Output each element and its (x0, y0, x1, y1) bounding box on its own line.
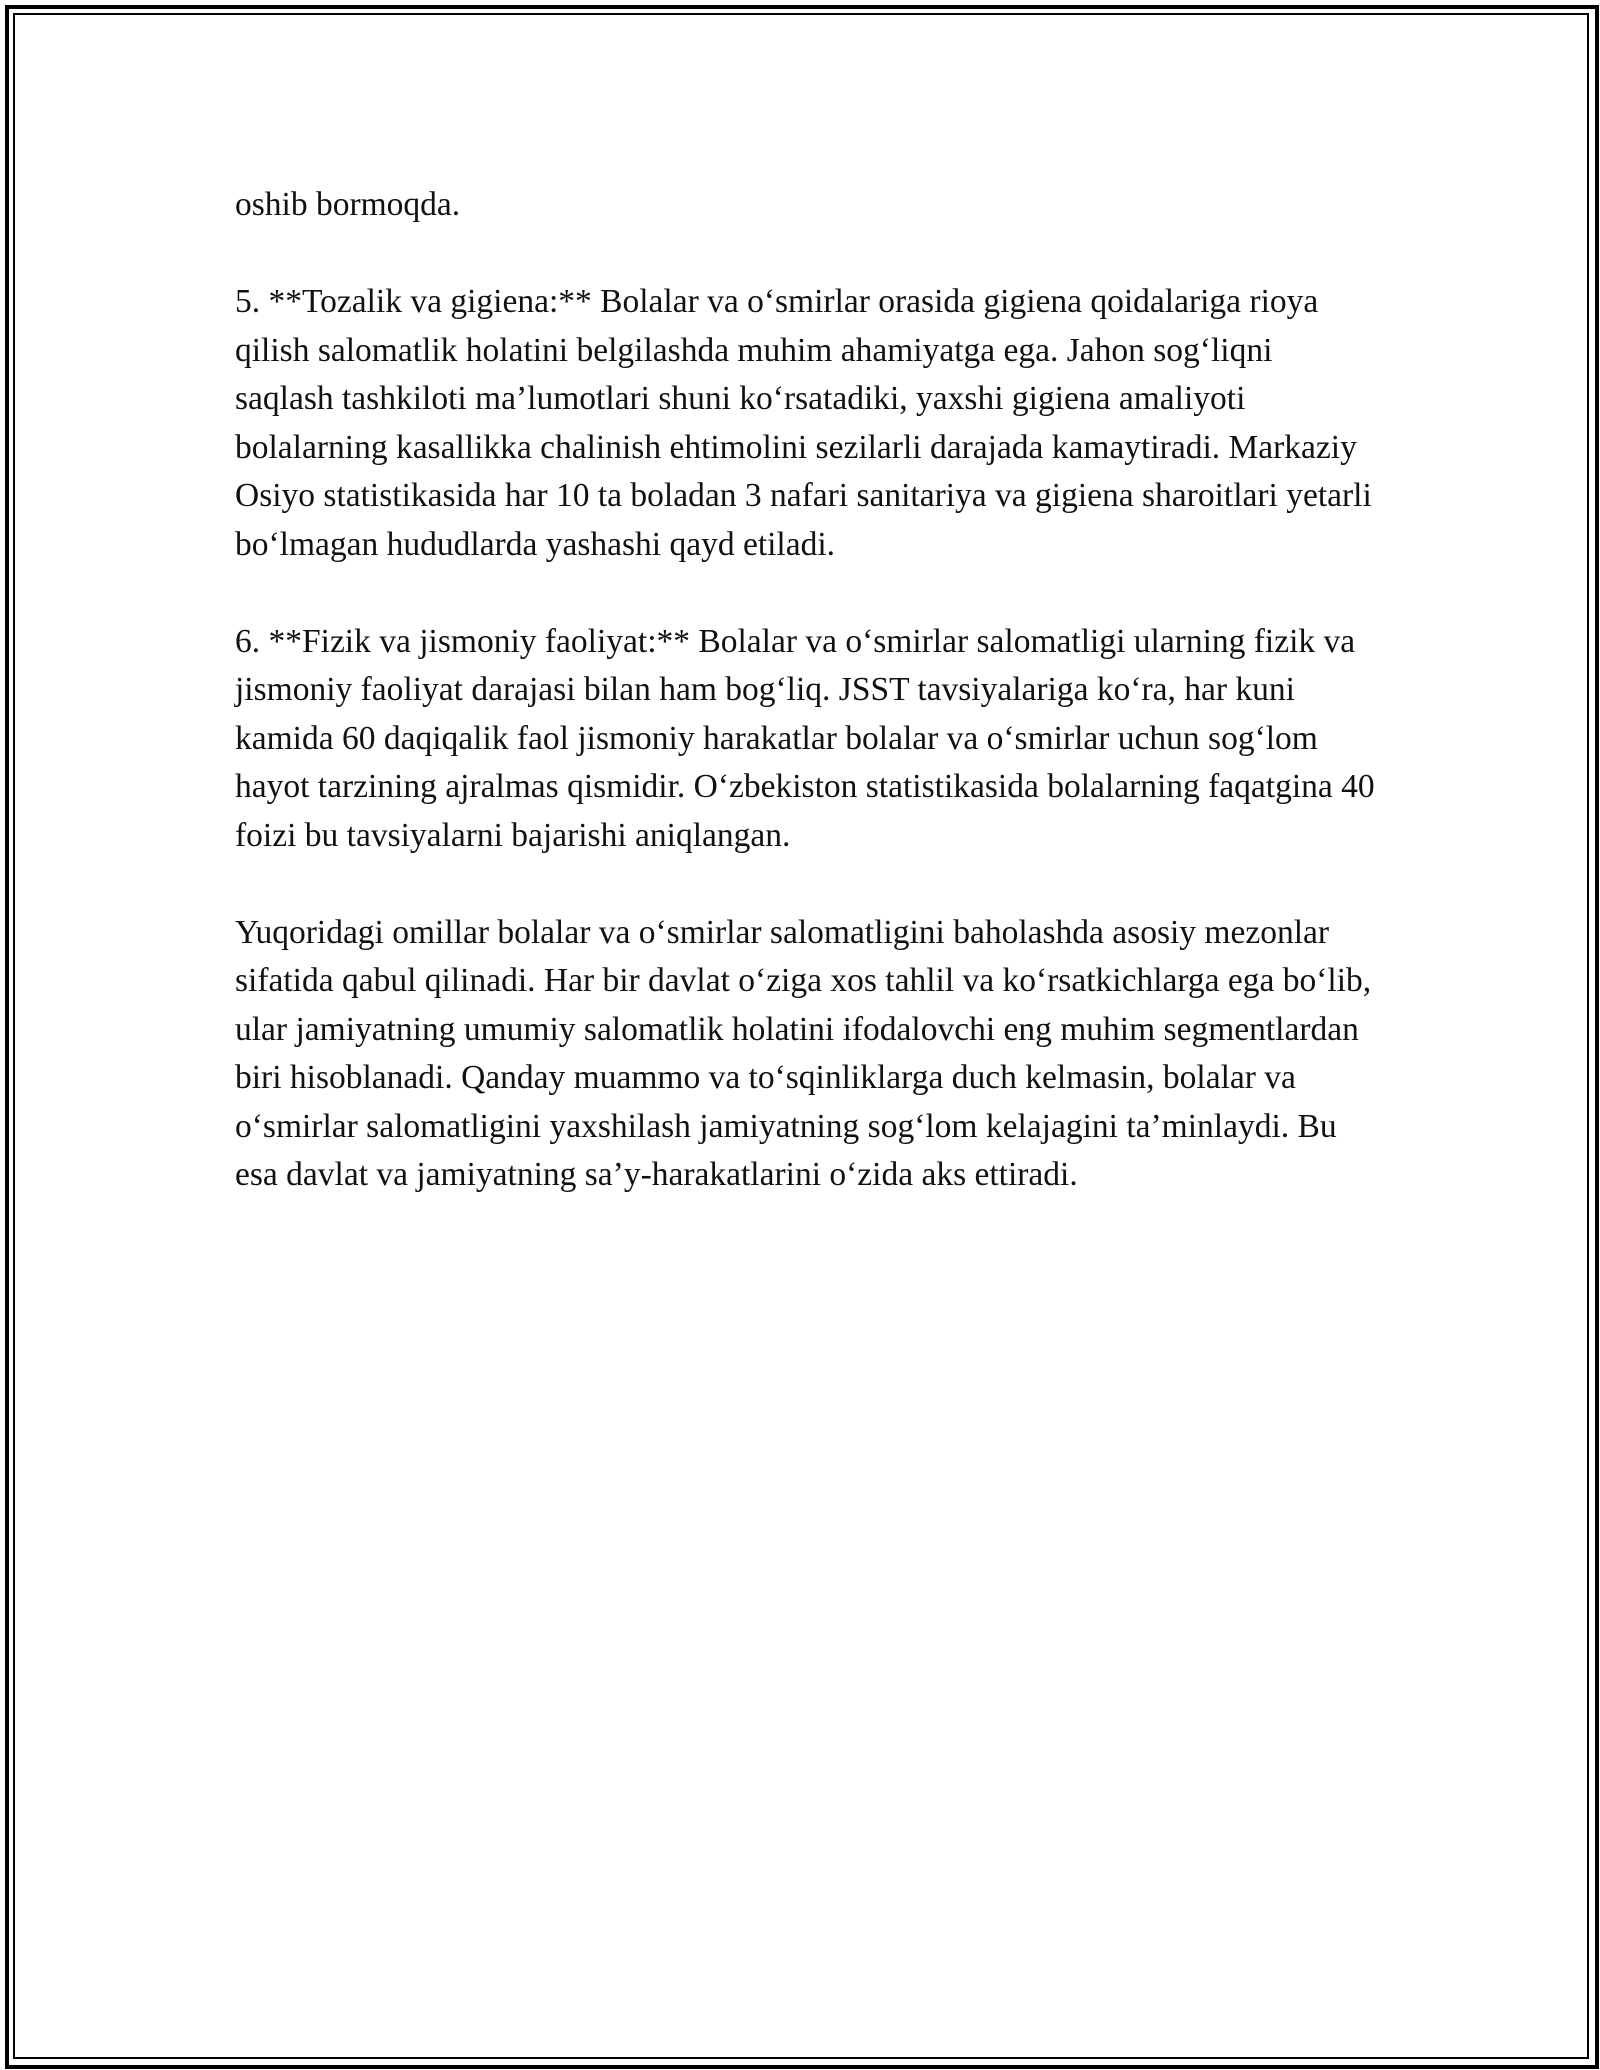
paragraph-hygiene: 5. **Tozalik va gigiena:** Bolalar va o‘smirlar orasida gigiena qoidalariga rioya qilish salomatlik holatini belgilashda muhim ahamiyatga ega. Jahon sog‘liqni saqlash tashkiloti ma’lumotlari shuni ko‘rsatadiki, yaxshi gigiena amaliyoti bolalarning kasallikka chalinish ehtimolini sezilarli darajada kamaytiradi. Markaziy Osiyo statistikasida har 10 ta boladan 3 nafari sanitariya va gigiena sharoitlari yetarli bo‘lmagan hududlarda yashashi qayd etiladi. (235, 283, 1372, 563)
paragraph-continuation: oshib bormoqda. (235, 186, 461, 223)
paragraph-physical-activity: 6. **Fizik va jismoniy faoliyat:** Bolalar va o‘smirlar salomatligi ularning fizik va jismoniy faoliyat darajasi bilan ham bog‘liq. JSST tavsiyalariga ko‘ra, har kuni kamida 60 daqiqalik faol jismoniy harakatlar bolalar va o‘smirlar uchun sog‘lom hayot tarzining ajralmas qismidir. O‘zbekiston statistikasida bolalarning faqatgina 40 foizi bu tavsiyalarni bajarishi aniqlangan. (235, 622, 1375, 854)
paragraph-conclusion: Yuqoridagi omillar bolalar va o‘smirlar salomatligini baholashda asosiy mezonlar sifatida qabul qilinadi. Har bir davlat o‘ziga xos tahlil va ko‘rsatkichlarga ega bo‘lib, ular jamiyatning umumiy salomatlik holatini ifodalovchi eng muhim segmentlardan biri hisoblanadi. Qanday muammo va to‘sqinliklarga duch kelmasin, bolalar va o‘smirlar salomatligini yaxshilash jamiyatning sog‘lom kelajagini ta’minlaydi. Bu esa davlat va jamiyatning sa’y-harakatlarini o‘zida aks ettiradi. (235, 913, 1372, 1193)
document-body (235, 181, 1375, 1248)
